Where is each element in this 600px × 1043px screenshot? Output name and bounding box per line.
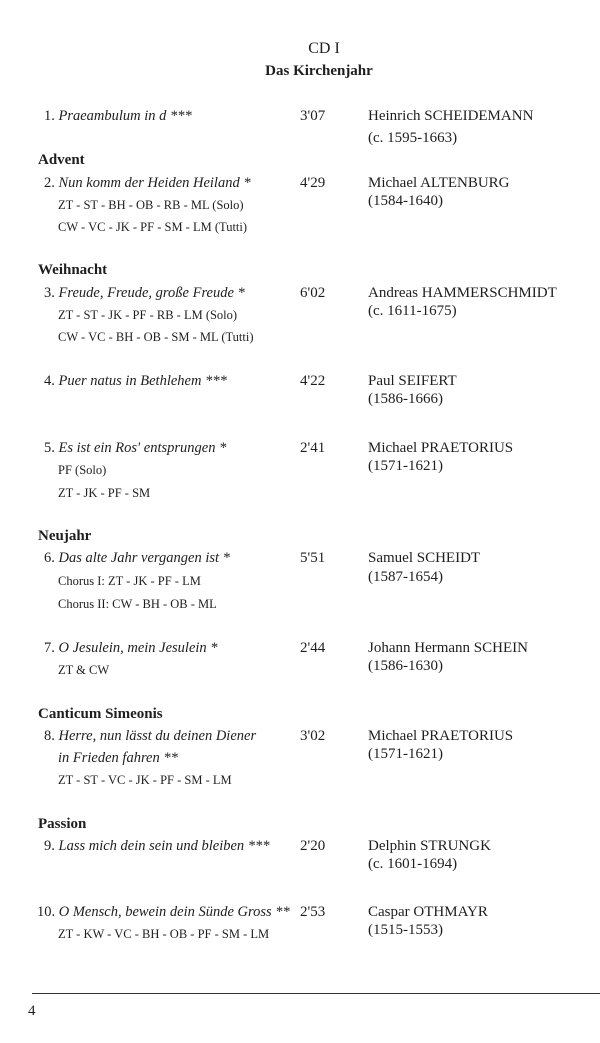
track-9-dates: (c. 1601-1694) <box>368 856 458 872</box>
track-5-composer: Michael PRAETORIUS <box>368 440 514 456</box>
track-1-duration: 3'07 <box>300 108 326 124</box>
track-8-composer: Michael PRAETORIUS <box>368 728 514 744</box>
track-5-performers-1: PF (Solo) <box>58 463 107 477</box>
cd-title: CD I <box>308 40 340 57</box>
track-7-duration: 2'44 <box>300 640 326 656</box>
track-10-dates: (1515-1553) <box>368 922 443 938</box>
track-3-duration: 6'02 <box>300 285 326 301</box>
track-3-composer: Andreas HAMMERSCHMIDT <box>368 285 557 301</box>
track-2-dates: (1584-1640) <box>368 193 443 209</box>
track-5-dates: (1571-1621) <box>368 458 443 474</box>
track-2-composer: Michael ALTENBURG <box>368 175 510 191</box>
track-3-performers-2: CW - VC - BH - OB - SM - ML (Tutti) <box>58 330 254 344</box>
track-5-performers-2: ZT - JK - PF - SM <box>58 486 151 500</box>
track-3-dates: (c. 1611-1675) <box>368 303 457 319</box>
track-7-dates: (1586-1630) <box>368 658 443 674</box>
track-6-title: 6. Das alte Jahr vergangen ist * <box>44 550 230 566</box>
track-7-composer: Johann Hermann SCHEIN <box>368 640 528 656</box>
track-3-title: 3. Freude, Freude, große Freude * <box>44 285 245 301</box>
track-4-title: 4. Puer natus in Bethlehem *** <box>44 373 227 389</box>
track-8-performers-1: ZT - ST - VC - JK - PF - SM - LM <box>58 773 232 787</box>
track-5-duration: 2'41 <box>300 440 326 456</box>
section-weihnacht: Weihnacht <box>38 262 108 278</box>
track-9-duration: 2'20 <box>300 838 326 854</box>
track-6-dates: (1587-1654) <box>368 569 443 585</box>
section-neujahr: Neujahr <box>38 528 92 544</box>
track-2-duration: 4'29 <box>300 175 326 191</box>
track-8-title-line2: in Frieden fahren ** <box>58 750 178 766</box>
track-10-composer: Caspar OTHMAYR <box>368 904 488 920</box>
track-9-title: 9. Lass mich dein sein und bleiben *** <box>44 838 270 854</box>
track-1-composer: Heinrich SCHEIDEMANN <box>368 108 534 124</box>
track-4-composer: Paul SEIFERT <box>368 373 457 389</box>
track-6-duration: 5'51 <box>300 550 326 566</box>
track-1-title: 1. Praeambulum in d *** <box>44 108 192 124</box>
cd-subtitle: Das Kirchenjahr <box>265 63 373 79</box>
track-7-performers-1: ZT & CW <box>58 663 110 677</box>
section-canticum-simeonis: Canticum Simeonis <box>38 706 163 722</box>
track-5-title: 5. Es ist ein Ros' entsprungen * <box>44 440 227 456</box>
track-7-title: 7. O Jesulein, mein Jesulein * <box>44 640 218 656</box>
track-6-composer: Samuel SCHEIDT <box>368 550 481 566</box>
track-4-dates: (1586-1666) <box>368 391 443 407</box>
section-passion: Passion <box>38 816 87 832</box>
track-4-duration: 4'22 <box>300 373 326 389</box>
track-2-performers-1: ZT - ST - BH - OB - RB - ML (Solo) <box>58 198 244 212</box>
track-10-performers-1: ZT - KW - VC - BH - OB - PF - SM - LM <box>58 927 270 941</box>
track-6-performers-1: Chorus I: ZT - JK - PF - LM <box>58 574 201 588</box>
track-8-dates: (1571-1621) <box>368 746 443 762</box>
footer-divider <box>32 993 600 994</box>
track-10-duration: 2'53 <box>300 904 326 920</box>
track-8-title: 8. Herre, nun lässt du deinen Diener <box>44 728 257 744</box>
track-10-title: 10. O Mensch, bewein dein Sünde Gross ** <box>37 904 290 920</box>
track-9-composer: Delphin STRUNGK <box>368 838 491 854</box>
section-advent: Advent <box>38 152 85 168</box>
track-1-dates: (c. 1595-1663) <box>368 130 458 146</box>
track-2-title: 2. Nun komm der Heiden Heiland * <box>44 175 251 191</box>
track-2-performers-2: CW - VC - JK - PF - SM - LM (Tutti) <box>58 220 248 234</box>
track-3-performers-1: ZT - ST - JK - PF - RB - LM (Solo) <box>58 308 238 322</box>
track-6-performers-2: Chorus II: CW - BH - OB - ML <box>58 597 217 611</box>
page-number: 4 <box>28 1003 36 1019</box>
track-8-duration: 3'02 <box>300 728 326 744</box>
